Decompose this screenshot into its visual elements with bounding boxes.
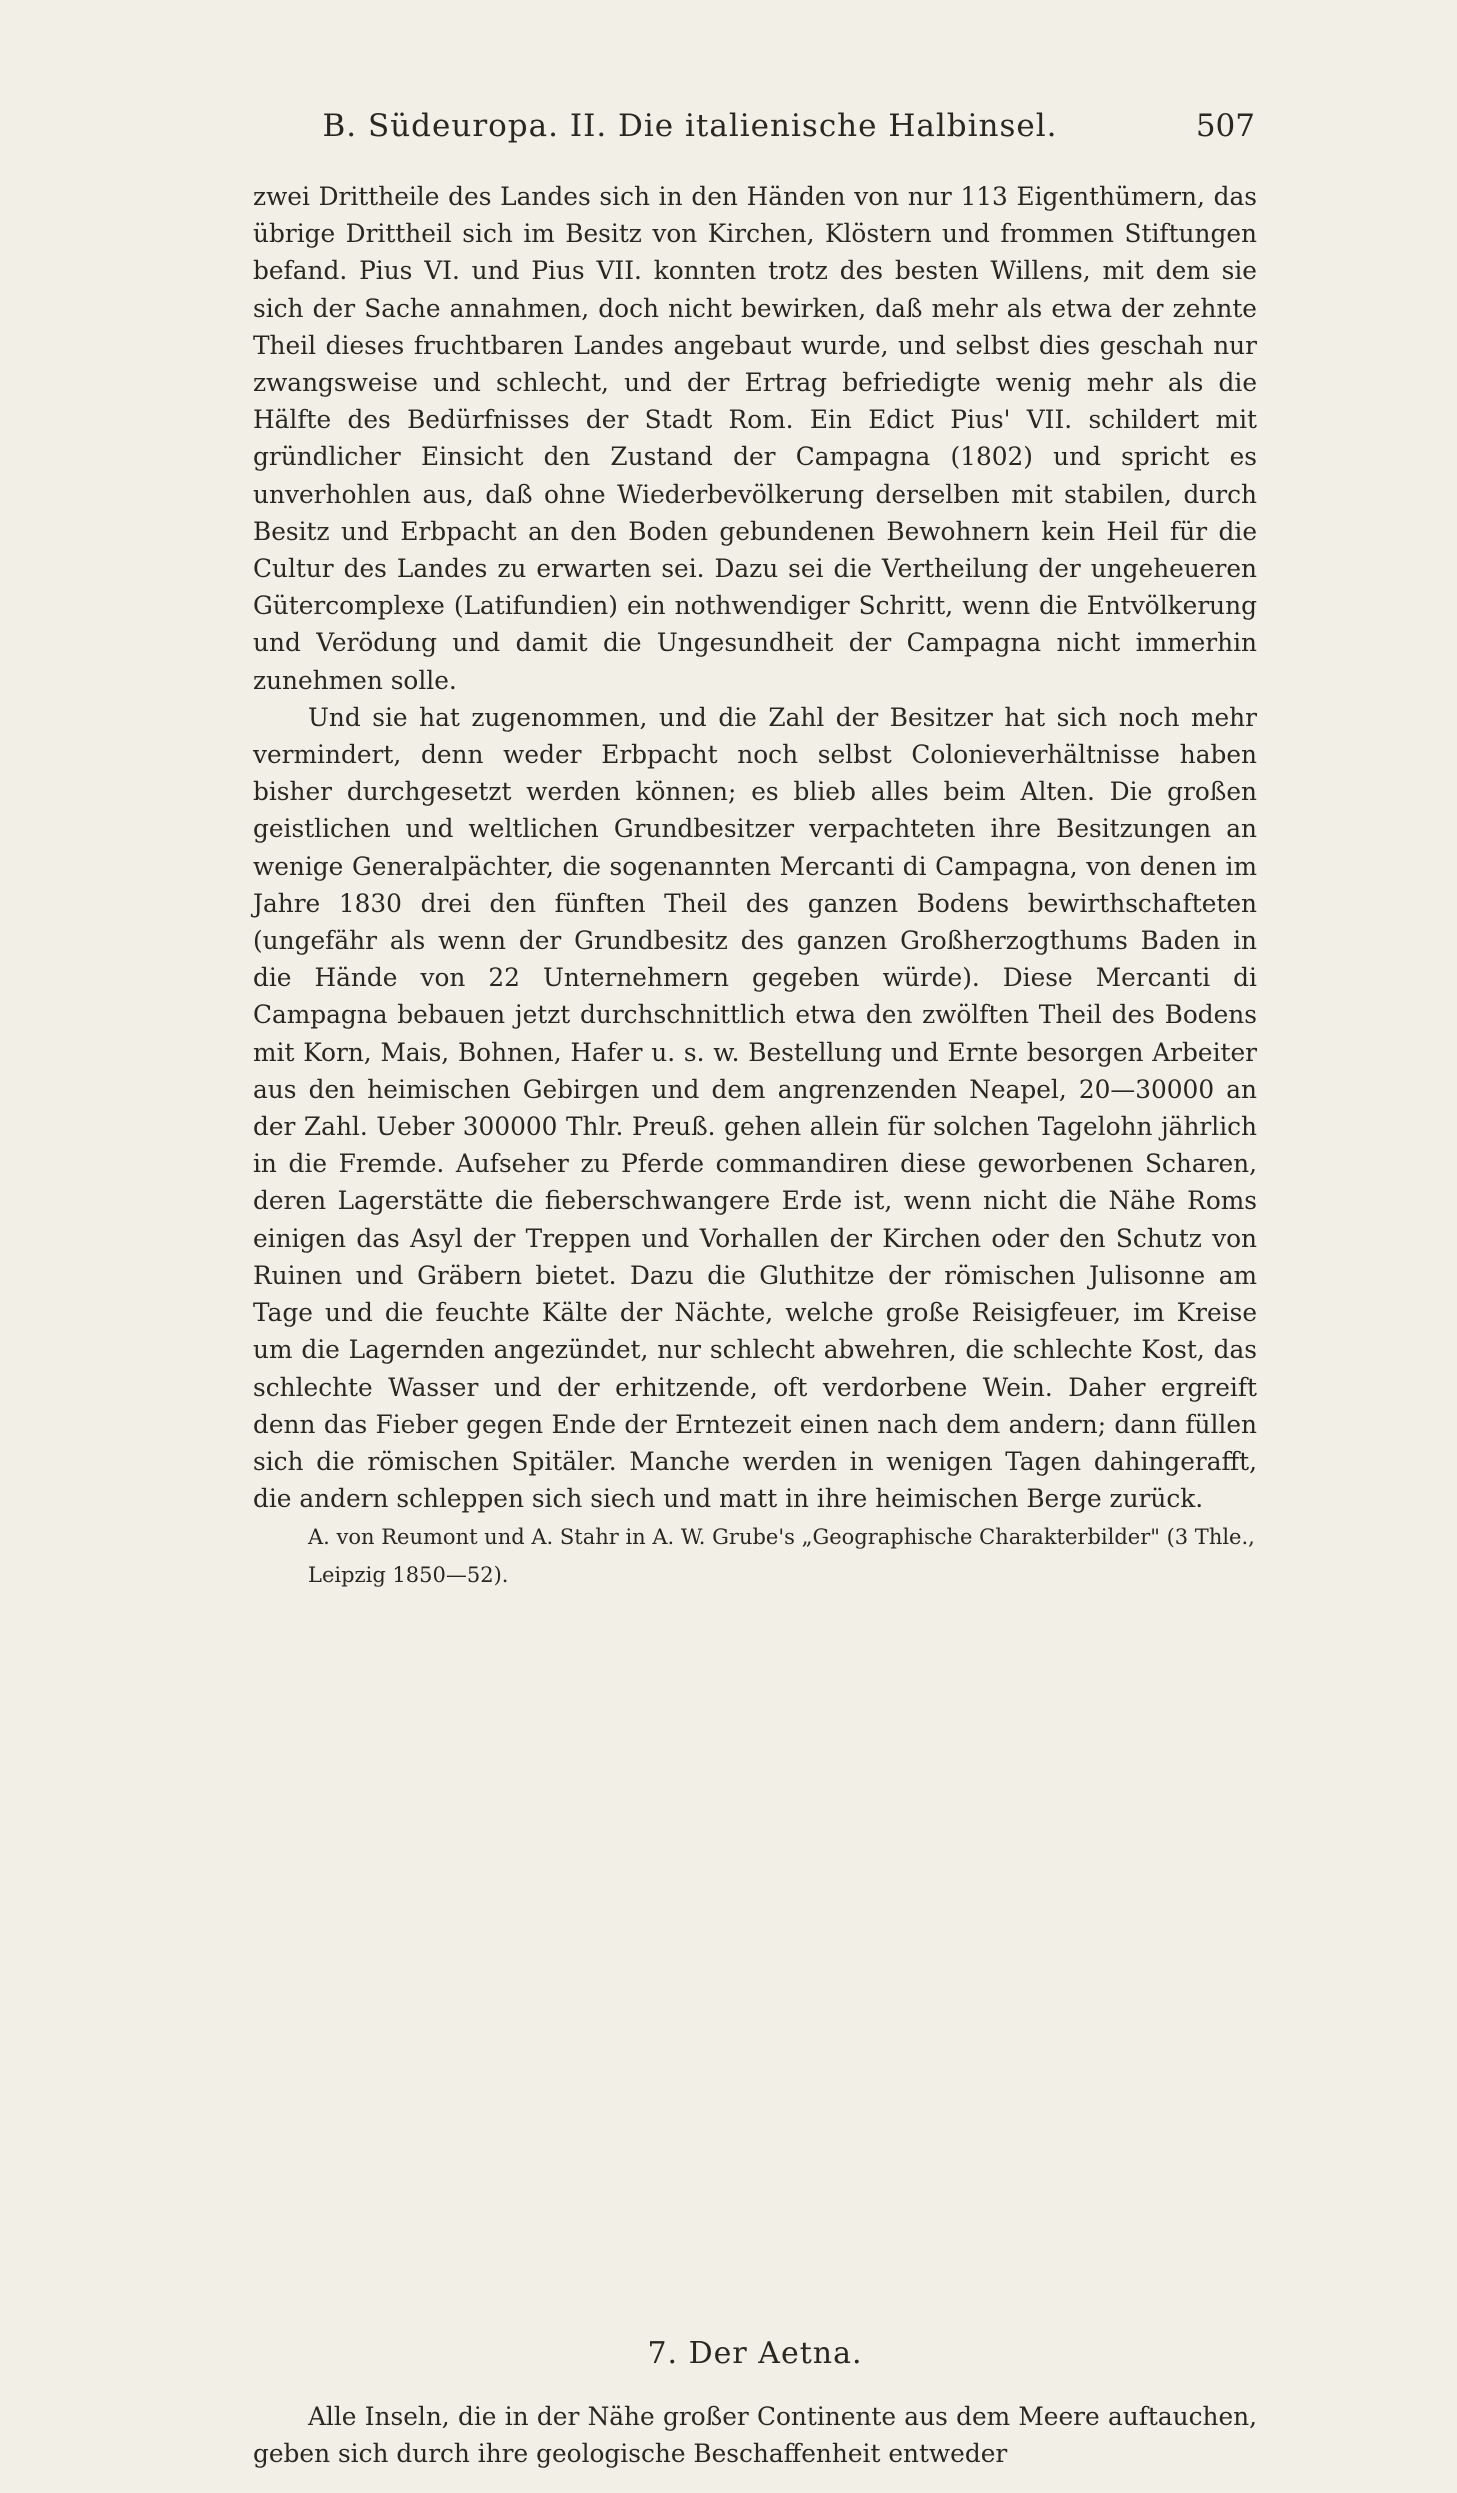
paragraph-campagna-labour: Und sie hat zugenommen, und die Zahl der Besitzer hat sich noch mehr vermindert, denn weder Erbpacht noch selbst Colonieverhältnisse haben bisher durchgesetzt werden können; es blieb alles beim Alten. Die großen geistlichen und weltlichen Grundbesitzer verpachteten ihre Besitzungen an wenige Generalpächter, die sogenannten Mercanti di Campagna, von denen im Jahre 1830 drei den fünften Theil des ganzen Bodens bewirthschafteten (ungefähr als wenn der Grundbesitz des ganzen Großherzogthums Baden in die Hände von 22 Unternehmern gegeben würde). Diese Mercanti di Campagna bebauen jetzt durchschnittlich etwa den zwölften Theil des Bodens mit Korn, Mais, Bohnen, Hafer u. s. w. Bestellung und Ernte besorgen Arbeiter aus den heimischen Gebirgen und dem angrenzenden Neapel, 20—30000 an der Zahl. Ueber 300000 Thlr. Preuß. gehen allein für solchen Tagelohn jährlich in die Fremde. Aufseher zu Pferde commandiren diese geworbenen Scharen, deren Lagerstätte die fieberschwangere Erde ist, wenn nicht die Nähe Roms einigen das Asyl der Treppen und Vorhallen der Kirchen oder den Schutz von Ruinen und Gräbern bietet. Dazu die Gluthitze der römischen Julisonne am Tage und die feuchte Kälte der Nächte, welche große Reisigfeuer, im Kreise um die Lagernden angezündet, nur schlecht abwehren, die schlechte Kost, das schlechte Wasser und der erhitzende, oft verdorbene Wein. Daher ergreift denn das Fieber gegen Ende der Erntezeit einen nach dem andern; dann füllen sich die römischen Spitäler. Manche werden in wenigen Tagen dahingerafft, die andern schleppen sich siech und matt in ihre heimischen Berge zurück. bbox=[253, 702, 1257, 1514]
body-text bbox=[253, 178, 1257, 1594]
section-body bbox=[253, 2398, 1257, 2472]
paragraph-campagna-ownership: zwei Drittheile des Landes sich in den Händen von nur 113 Eigenthümern, das übrige Drittheil sich im Besitz von Kirchen, Klöstern und frommen Stiftungen befand. Pius VI. und Pius VII. konnten trotz des besten Willens, mit dem sie sich der Sache annahmen, doch nicht bewirken, daß mehr als etwa der zehnte Theil dieses fruchtbaren Landes angebaut wurde, und selbst dies geschah nur zwangsweise und schlecht, und der Ertrag befriedigte wenig mehr als die Hälfte des Bedürfnisses der Stadt Rom. Ein Edict Pius' VII. schildert mit gründlicher Einsicht den Zustand der Campagna (1802) und spricht es unverhohlen aus, daß ohne Wiederbevölkerung derselben mit stabilen, durch Besitz und Erbpacht an den Boden gebundenen Bewohnern kein Heil für die Cultur des Landes zu erwarten sei. Dazu sei die Vertheilung der ungeheueren Gütercomplexe (Latifundien) ein nothwendiger Schritt, wenn die Entvölkerung und Verödung und damit die Ungesundheit der Campagna nicht immerhin zunehmen solle. bbox=[253, 182, 1257, 695]
section-heading: 7. Der Aetna. bbox=[647, 2336, 863, 2371]
running-head-title: B. Südeuropa. II. Die italienische Halbinsel. bbox=[322, 108, 1058, 144]
source-citation: A. von Reumont und A. Stahr in A. W. Grube's „Geographische Charakterbilder" (3 Thle., Leipzig 1850—52). bbox=[308, 1525, 1255, 1587]
page-number: 507 bbox=[1195, 108, 1255, 144]
running-head bbox=[245, 108, 1255, 158]
paragraph-aetna-intro: Alle Inseln, die in der Nähe großer Continente aus dem Meere auftauchen, geben sich durch ihre geologische Beschaffenheit entweder bbox=[253, 2402, 1257, 2469]
